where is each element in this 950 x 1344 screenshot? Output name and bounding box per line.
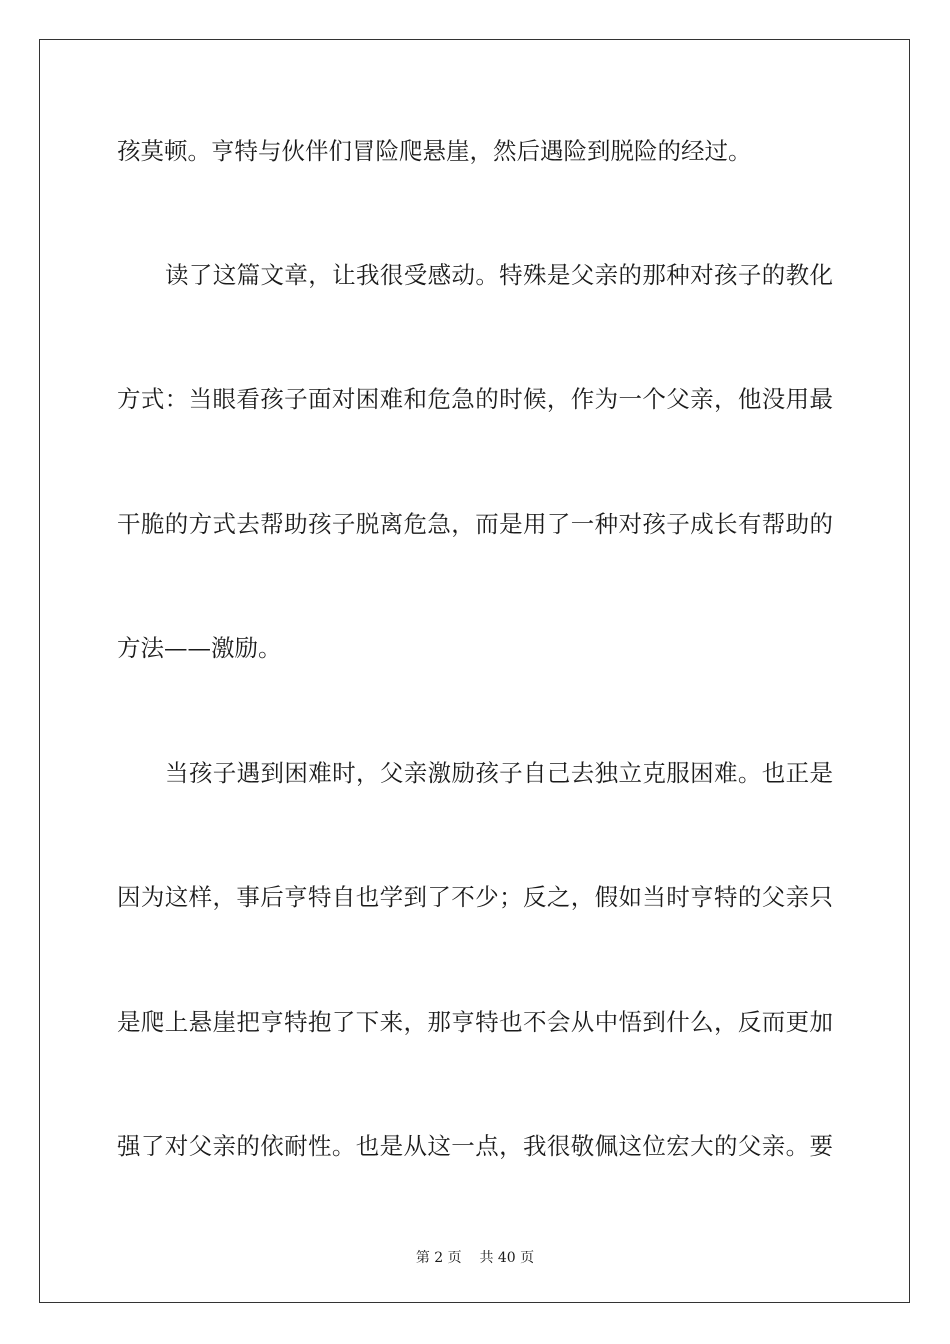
- page-border: [39, 39, 910, 1303]
- paragraph-line-1: 孩莫顿。亨特与伙伴们冒险爬悬崖，然后遇险到脱险的经过。: [117, 137, 752, 165]
- paragraph-line-8: 是爬上悬崖把亨特抱了下来，那亨特也不会从中悟到什么，反而更加: [117, 1008, 833, 1036]
- paragraph-line-2: 读了这篇文章，让我很受感动。特殊是父亲的那种对孩子的教化: [165, 261, 833, 289]
- paragraph-line-7: 因为这样，事后亨特自也学到了不少；反之，假如当时亨特的父亲只: [117, 883, 833, 911]
- paragraph-line-6: 当孩子遇到困难时，父亲激励孩子自己去独立克服困难。也正是: [165, 759, 833, 787]
- paragraph-line-4: 干脆的方式去帮助孩子脱离危急，而是用了一种对孩子成长有帮助的: [117, 510, 833, 538]
- page-number: 第 2 页: [415, 1250, 462, 1266]
- total-pages: 共 40 页: [479, 1250, 535, 1266]
- paragraph-line-9: 强了对父亲的依耐性。也是从这一点，我很敬佩这位宏大的父亲。要: [117, 1132, 833, 1160]
- page-footer: [0, 1247, 950, 1267]
- paragraph-line-3: 方式：当眼看孩子面对困难和危急的时候，作为一个父亲，他没用最: [117, 385, 833, 413]
- paragraph-line-5: 方法——激励。: [117, 634, 282, 662]
